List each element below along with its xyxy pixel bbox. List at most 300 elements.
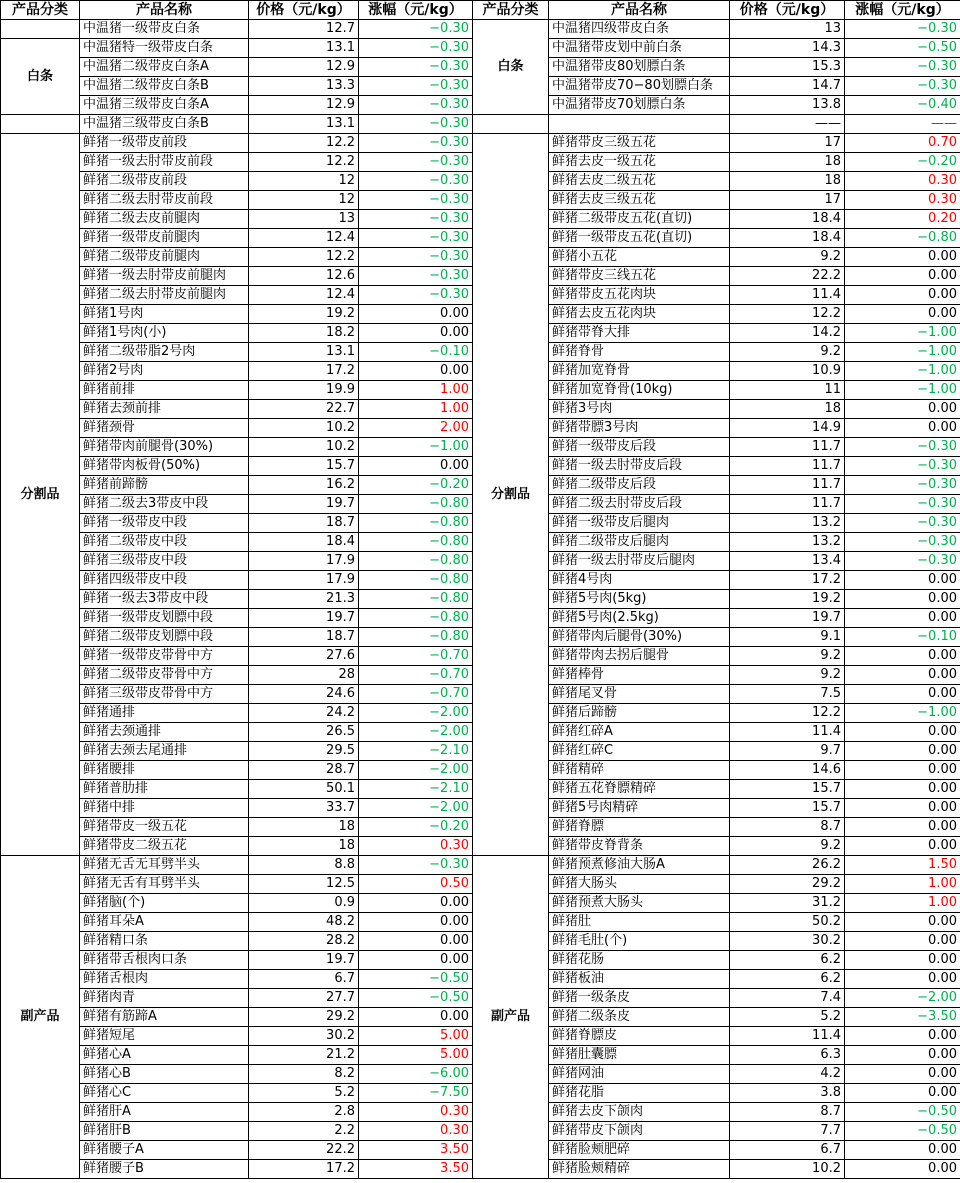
change-cell-left: −0.30	[359, 134, 473, 153]
table-row	[1, 20, 960, 39]
price-cell-left: 12	[249, 191, 359, 210]
change-cell-left: −0.50	[359, 989, 473, 1008]
price-cell-left: 12	[249, 172, 359, 191]
change-cell-left: −2.00	[359, 799, 473, 818]
change-cell-left: −0.30	[359, 210, 473, 229]
name-cell-right: 鲜猪带肉去拐后腿骨	[549, 647, 730, 666]
name-cell-right: 鲜猪去皮下颌肉	[549, 1103, 730, 1122]
name-cell-left: 鲜猪二级带脂2号肉	[80, 343, 249, 362]
change-cell-left: −0.20	[359, 818, 473, 837]
price-cell-left: 12.9	[249, 96, 359, 115]
change-cell-left: 0.30	[359, 837, 473, 856]
category-cell-right	[473, 115, 549, 134]
price-cell-right: 14.3	[730, 39, 845, 58]
category-cell-left	[1, 20, 80, 39]
change-cell-right: −1.00	[845, 324, 960, 343]
name-cell-right: 鲜猪5号肉(2.5kg)	[549, 609, 730, 628]
name-cell-right: 鲜猪网油	[549, 1065, 730, 1084]
name-cell-left: 鲜猪无舌无耳劈半头	[80, 856, 249, 875]
price-cell-right: 3.8	[730, 1084, 845, 1103]
price-cell-left: 17.9	[249, 552, 359, 571]
change-cell-right: 0.00	[845, 818, 960, 837]
name-cell-left: 鲜猪颈骨	[80, 419, 249, 438]
price-cell-right: 5.2	[730, 1008, 845, 1027]
price-cell-left: 28.2	[249, 932, 359, 951]
change-cell-left: 0.50	[359, 875, 473, 894]
change-cell-left: 5.00	[359, 1046, 473, 1065]
name-cell-left: 中温猪三级带皮白条A	[80, 96, 249, 115]
name-cell-left: 鲜猪心C	[80, 1084, 249, 1103]
price-cell-left: 13.1	[249, 115, 359, 134]
name-cell-right: 鲜猪一级带皮后腿肉	[549, 514, 730, 533]
price-cell-right: 18	[730, 172, 845, 191]
name-cell-right: 鲜猪5号肉(5kg)	[549, 590, 730, 609]
change-cell-right: 0.00	[845, 799, 960, 818]
change-cell-right: 0.00	[845, 1084, 960, 1103]
change-cell-left: −0.30	[359, 267, 473, 286]
change-cell-left: −0.80	[359, 514, 473, 533]
name-cell-right: 鲜猪带脊大排	[549, 324, 730, 343]
price-cell-right: 14.6	[730, 761, 845, 780]
change-cell-right: 0.00	[845, 1141, 960, 1160]
price-cell-left: 12.7	[249, 20, 359, 39]
name-cell-right: 鲜猪带肉后腿骨(30%)	[549, 628, 730, 647]
category-cell-left	[1, 115, 80, 134]
name-cell-left: 鲜猪短尾	[80, 1027, 249, 1046]
change-cell-right: −2.00	[845, 989, 960, 1008]
name-cell-left: 鲜猪带肉前腿骨(30%)	[80, 438, 249, 457]
price-cell-left: 21.2	[249, 1046, 359, 1065]
price-cell-right: 9.1	[730, 628, 845, 647]
price-cell-left: 19.7	[249, 495, 359, 514]
price-cell-left: 24.6	[249, 685, 359, 704]
price-cell-right: 11.4	[730, 723, 845, 742]
change-cell-left: 0.00	[359, 894, 473, 913]
price-cell-right: 17	[730, 191, 845, 210]
name-cell-left: 中温猪二级带皮白条B	[80, 77, 249, 96]
change-cell-left: −0.30	[359, 172, 473, 191]
change-cell-left: −0.80	[359, 628, 473, 647]
name-cell-left: 鲜猪一级带皮中段	[80, 514, 249, 533]
name-cell-left: 鲜猪三级带皮带骨中方	[80, 685, 249, 704]
change-cell-right: 0.00	[845, 419, 960, 438]
name-cell-right: 鲜猪毛肚(个)	[549, 932, 730, 951]
price-cell-right: 13.2	[730, 533, 845, 552]
name-cell-left: 鲜猪腰排	[80, 761, 249, 780]
price-cell-left: 13.1	[249, 343, 359, 362]
price-cell-left: 29.2	[249, 1008, 359, 1027]
change-cell-right: 0.00	[845, 590, 960, 609]
name-cell-right: 鲜猪二级去肘带皮后段	[549, 495, 730, 514]
change-cell-right: 0.00	[845, 1027, 960, 1046]
price-cell-left: 12.2	[249, 248, 359, 267]
price-cell-right: 6.2	[730, 951, 845, 970]
price-cell-right: 50.2	[730, 913, 845, 932]
price-cell-right: 18.4	[730, 229, 845, 248]
price-cell-right: 15.7	[730, 780, 845, 799]
price-cell-left: 12.9	[249, 58, 359, 77]
change-cell-right: 0.00	[845, 951, 960, 970]
change-cell-right: −0.30	[845, 552, 960, 571]
price-cell-right: 11.7	[730, 438, 845, 457]
price-cell-left: 16.2	[249, 476, 359, 495]
change-cell-left: 3.50	[359, 1160, 473, 1179]
name-cell-right: 鲜猪带皮三线五花	[549, 267, 730, 286]
table-row	[1, 134, 960, 153]
name-cell-right: 鲜猪预煮大肠头	[549, 894, 730, 913]
price-cell-right: 9.2	[730, 837, 845, 856]
price-cell-left: 18	[249, 818, 359, 837]
change-cell-left: 0.30	[359, 1103, 473, 1122]
price-cell-right: 29.2	[730, 875, 845, 894]
name-cell-left: 鲜猪二级带皮中段	[80, 533, 249, 552]
price-cell-right: 11.4	[730, 1027, 845, 1046]
name-cell-right: 鲜猪带皮脊背条	[549, 837, 730, 856]
price-cell-right: 11.4	[730, 286, 845, 305]
name-cell-right: 鲜猪带皮五花肉块	[549, 286, 730, 305]
name-cell-right: 鲜猪红碎A	[549, 723, 730, 742]
change-cell-right: 0.00	[845, 932, 960, 951]
change-cell-right: 0.00	[845, 267, 960, 286]
name-cell-right: 鲜猪二级条皮	[549, 1008, 730, 1027]
name-cell-right: 鲜猪带皮三级五花	[549, 134, 730, 153]
price-cell-left: 13.1	[249, 39, 359, 58]
change-cell-right: −0.30	[845, 457, 960, 476]
price-cell-left: 26.5	[249, 723, 359, 742]
change-cell-right: 0.00	[845, 742, 960, 761]
change-cell-right: 1.00	[845, 894, 960, 913]
change-cell-right: −0.30	[845, 476, 960, 495]
change-cell-right: −1.00	[845, 704, 960, 723]
name-cell-right: 鲜猪脊膘皮	[549, 1027, 730, 1046]
name-cell-left: 鲜猪普肋排	[80, 780, 249, 799]
name-cell-left: 鲜猪肝A	[80, 1103, 249, 1122]
name-cell-right: 鲜猪一级去肘带皮后段	[549, 457, 730, 476]
change-cell-right: 0.30	[845, 191, 960, 210]
change-cell-right: 0.00	[845, 685, 960, 704]
price-cell-left: 10.2	[249, 419, 359, 438]
price-cell-left: 8.2	[249, 1065, 359, 1084]
price-cell-left: 12.2	[249, 153, 359, 172]
name-cell-right: 中温猪带皮70划膘白条	[549, 96, 730, 115]
header-change-right: 涨幅（元/kg）	[845, 1, 960, 20]
name-cell-right: 鲜猪肚囊膘	[549, 1046, 730, 1065]
price-cell-left: 17.2	[249, 1160, 359, 1179]
change-cell-left: −0.30	[359, 153, 473, 172]
name-cell-left: 中温猪三级带皮白条B	[80, 115, 249, 134]
change-cell-right: −1.00	[845, 343, 960, 362]
price-cell-right: 15.7	[730, 799, 845, 818]
change-cell-right: −0.50	[845, 1103, 960, 1122]
name-cell-left: 鲜猪带舌根肉口条	[80, 951, 249, 970]
price-cell-right: 11.7	[730, 476, 845, 495]
change-cell-right: −0.30	[845, 514, 960, 533]
change-cell-left: −0.80	[359, 533, 473, 552]
change-cell-right: 0.00	[845, 837, 960, 856]
change-cell-right: −0.20	[845, 153, 960, 172]
price-cell-right: 18.4	[730, 210, 845, 229]
price-cell-right: 10.9	[730, 362, 845, 381]
name-cell-right: 鲜猪3号肉	[549, 400, 730, 419]
price-cell-left: 2.2	[249, 1122, 359, 1141]
change-cell-left: 3.50	[359, 1141, 473, 1160]
name-cell-left: 鲜猪去颈通排	[80, 723, 249, 742]
price-cell-right: 11	[730, 381, 845, 400]
name-cell-left: 中温猪二级带皮白条A	[80, 58, 249, 77]
change-cell-left: −2.00	[359, 723, 473, 742]
category-cell-left: 分割品	[1, 134, 80, 856]
name-cell-left: 鲜猪四级带皮中段	[80, 571, 249, 590]
name-cell-right: 鲜猪脊膘	[549, 818, 730, 837]
price-cell-left: 0.9	[249, 894, 359, 913]
price-cell-left: 24.2	[249, 704, 359, 723]
price-cell-right: 8.7	[730, 1103, 845, 1122]
change-cell-right: −1.00	[845, 362, 960, 381]
price-cell-right: 26.2	[730, 856, 845, 875]
change-cell-right: 0.00	[845, 647, 960, 666]
change-cell-left: −0.80	[359, 552, 473, 571]
name-cell-left: 鲜猪前排	[80, 381, 249, 400]
change-cell-left: −0.30	[359, 115, 473, 134]
price-cell-right: 19.7	[730, 609, 845, 628]
price-cell-left: 29.5	[249, 742, 359, 761]
price-cell-right: 11.7	[730, 457, 845, 476]
name-cell-right: 鲜猪带膘3号肉	[549, 419, 730, 438]
name-cell-left: 鲜猪肉青	[80, 989, 249, 1008]
price-cell-left: 48.2	[249, 913, 359, 932]
name-cell-left: 鲜猪2号肉	[80, 362, 249, 381]
change-cell-left: 0.00	[359, 951, 473, 970]
price-cell-right: 13.2	[730, 514, 845, 533]
name-cell-left: 中温猪特一级带皮白条	[80, 39, 249, 58]
name-cell-left: 鲜猪一级带皮划膘中段	[80, 609, 249, 628]
price-cell-left: 19.7	[249, 951, 359, 970]
category-cell-left: 白条	[1, 39, 80, 115]
change-cell-left: −2.10	[359, 742, 473, 761]
name-cell-left: 鲜猪去颈去尾通排	[80, 742, 249, 761]
price-cell-right: 6.2	[730, 970, 845, 989]
price-cell-right: 14.9	[730, 419, 845, 438]
name-cell-left: 鲜猪脑(个)	[80, 894, 249, 913]
price-cell-right: 6.7	[730, 1141, 845, 1160]
name-cell-right: 鲜猪肚	[549, 913, 730, 932]
name-cell-right: 中温猪带皮70−80划膘白条	[549, 77, 730, 96]
header-price-left: 价格（元/kg）	[249, 1, 359, 20]
price-cell-right: 30.2	[730, 932, 845, 951]
price-cell-left: 12.4	[249, 286, 359, 305]
change-cell-right: −0.30	[845, 77, 960, 96]
price-cell-left: 28	[249, 666, 359, 685]
price-cell-left: 15.7	[249, 457, 359, 476]
header-row	[1, 1, 960, 20]
name-cell-right: 鲜猪4号肉	[549, 571, 730, 590]
change-cell-left: 0.00	[359, 324, 473, 343]
price-cell-right: 7.4	[730, 989, 845, 1008]
name-cell-right: 中温猪带皮划中前白条	[549, 39, 730, 58]
price-cell-right: 9.7	[730, 742, 845, 761]
change-cell-left: −0.70	[359, 685, 473, 704]
price-cell-left: 12.2	[249, 134, 359, 153]
change-cell-left: −0.80	[359, 495, 473, 514]
change-cell-left: −6.00	[359, 1065, 473, 1084]
price-cell-left: 2.8	[249, 1103, 359, 1122]
change-cell-right: 0.00	[845, 970, 960, 989]
header-name-left: 产品名称	[80, 1, 249, 20]
price-cell-left: 18	[249, 837, 359, 856]
change-cell-right: 0.00	[845, 723, 960, 742]
name-cell-left: 鲜猪心A	[80, 1046, 249, 1065]
price-cell-left: 18.7	[249, 628, 359, 647]
change-cell-left: −0.30	[359, 58, 473, 77]
change-cell-right: −0.30	[845, 438, 960, 457]
price-cell-right: 9.2	[730, 343, 845, 362]
change-cell-right: 0.00	[845, 1065, 960, 1084]
change-cell-right: −0.30	[845, 58, 960, 77]
change-cell-left: −0.30	[359, 248, 473, 267]
change-cell-right: 0.00	[845, 305, 960, 324]
name-cell-left: 鲜猪带肉板骨(50%)	[80, 457, 249, 476]
name-cell-left: 鲜猪前蹄髈	[80, 476, 249, 495]
name-cell-right: 鲜猪五花脊膘精碎	[549, 780, 730, 799]
name-cell-left: 鲜猪一级带皮带骨中方	[80, 647, 249, 666]
change-cell-left: −0.70	[359, 647, 473, 666]
change-cell-left: −1.00	[359, 438, 473, 457]
name-cell-left: 鲜猪一级去肘带皮前段	[80, 153, 249, 172]
table-row	[1, 856, 960, 875]
price-cell-right: 17.2	[730, 571, 845, 590]
name-cell-right: 中温猪带皮80划膘白条	[549, 58, 730, 77]
change-cell-left: −2.00	[359, 704, 473, 723]
name-cell-left: 鲜猪二级去皮前腿肉	[80, 210, 249, 229]
change-cell-right: 0.00	[845, 666, 960, 685]
name-cell-right: 鲜猪5号肉精碎	[549, 799, 730, 818]
name-cell-right: 鲜猪后蹄髈	[549, 704, 730, 723]
change-cell-right: 0.00	[845, 1046, 960, 1065]
name-cell-left: 鲜猪心B	[80, 1065, 249, 1084]
change-cell-right: −0.40	[845, 96, 960, 115]
change-cell-right: 0.00	[845, 400, 960, 419]
name-cell-right: 鲜猪去皮三级五花	[549, 191, 730, 210]
price-table-body	[1, 20, 960, 1179]
change-cell-left: −0.50	[359, 970, 473, 989]
change-cell-right: −0.50	[845, 39, 960, 58]
price-cell-left: 17.2	[249, 362, 359, 381]
name-cell-right: 鲜猪去皮一级五花	[549, 153, 730, 172]
name-cell-left: 鲜猪肝B	[80, 1122, 249, 1141]
name-cell-left: 鲜猪二级去3带皮中段	[80, 495, 249, 514]
name-cell-left: 鲜猪一级带皮前腿肉	[80, 229, 249, 248]
name-cell-right: 鲜猪二级带皮后段	[549, 476, 730, 495]
price-cell-right: 7.7	[730, 1122, 845, 1141]
price-cell-right: 19.2	[730, 590, 845, 609]
header-change-left: 涨幅（元/kg）	[359, 1, 473, 20]
change-cell-left: −0.30	[359, 77, 473, 96]
change-cell-right: −0.30	[845, 20, 960, 39]
price-cell-left: 21.3	[249, 590, 359, 609]
price-cell-left: 18.4	[249, 533, 359, 552]
change-cell-left: −7.50	[359, 1084, 473, 1103]
name-cell-right: 鲜猪加宽脊骨(10kg)	[549, 381, 730, 400]
price-cell-left: 13.3	[249, 77, 359, 96]
price-cell-left: 27.7	[249, 989, 359, 1008]
change-cell-left: −0.30	[359, 20, 473, 39]
name-cell-left: 鲜猪二级带皮划膘中段	[80, 628, 249, 647]
price-cell-right: 10.2	[730, 1160, 845, 1179]
name-cell-left: 鲜猪带皮二级五花	[80, 837, 249, 856]
name-cell-right: 鲜猪加宽脊骨	[549, 362, 730, 381]
name-cell-right: 鲜猪脊骨	[549, 343, 730, 362]
name-cell-right: 鲜猪二级带皮后腿肉	[549, 533, 730, 552]
price-cell-left: 19.2	[249, 305, 359, 324]
price-cell-right: 13.4	[730, 552, 845, 571]
name-cell-left: 鲜猪有筋蹄A	[80, 1008, 249, 1027]
change-cell-right: 0.20	[845, 210, 960, 229]
name-cell-left: 鲜猪一级去肘带皮前腿肉	[80, 267, 249, 286]
price-cell-right: 12.2	[730, 305, 845, 324]
price-cell-left: 5.2	[249, 1084, 359, 1103]
change-cell-right: 1.00	[845, 875, 960, 894]
price-cell-right: 18	[730, 153, 845, 172]
name-cell-left: 鲜猪二级带皮带骨中方	[80, 666, 249, 685]
name-cell-right: 鲜猪脸颊精碎	[549, 1160, 730, 1179]
name-cell-left: 中温猪一级带皮白条	[80, 20, 249, 39]
name-cell-left: 鲜猪二级带皮前腿肉	[80, 248, 249, 267]
name-cell-right: 鲜猪一级带皮后段	[549, 438, 730, 457]
change-cell-right: 1.50	[845, 856, 960, 875]
price-cell-right: 31.2	[730, 894, 845, 913]
header-price-right: 价格（元/kg）	[730, 1, 845, 20]
price-cell-left: 12.6	[249, 267, 359, 286]
name-cell-left: 鲜猪中排	[80, 799, 249, 818]
price-cell-right: 13	[730, 20, 845, 39]
change-cell-left: −0.80	[359, 590, 473, 609]
name-cell-left: 鲜猪二级带皮前段	[80, 172, 249, 191]
name-cell-left: 鲜猪二级去肘带皮前段	[80, 191, 249, 210]
change-cell-right: 0.00	[845, 780, 960, 799]
price-cell-right: 15.3	[730, 58, 845, 77]
price-cell-right: ——	[730, 115, 845, 134]
name-cell-right: 鲜猪花肠	[549, 951, 730, 970]
name-cell-left: 鲜猪舌根肉	[80, 970, 249, 989]
change-cell-left: −0.30	[359, 229, 473, 248]
header-category-right: 产品分类	[473, 1, 549, 20]
change-cell-right: 0.00	[845, 571, 960, 590]
change-cell-left: −0.30	[359, 39, 473, 58]
price-cell-left: 22.2	[249, 1141, 359, 1160]
name-cell-left: 鲜猪一级去3带皮中段	[80, 590, 249, 609]
price-cell-right: 9.2	[730, 248, 845, 267]
name-cell-left: 鲜猪腰子A	[80, 1141, 249, 1160]
price-cell-left: 27.6	[249, 647, 359, 666]
name-cell-right: 鲜猪一级去肘带皮后腿肉	[549, 552, 730, 571]
change-cell-left: 0.00	[359, 362, 473, 381]
name-cell-left: 鲜猪1号肉(小)	[80, 324, 249, 343]
price-cell-left: 18.7	[249, 514, 359, 533]
change-cell-left: 0.00	[359, 305, 473, 324]
price-cell-left: 17.9	[249, 571, 359, 590]
name-cell-right: 鲜猪去皮五花肉块	[549, 305, 730, 324]
name-cell-right: 鲜猪尾叉骨	[549, 685, 730, 704]
category-cell-right: 分割品	[473, 134, 549, 856]
name-cell-right: 鲜猪棒骨	[549, 666, 730, 685]
change-cell-right: 0.00	[845, 248, 960, 267]
name-cell-left: 鲜猪1号肉	[80, 305, 249, 324]
name-cell-left: 鲜猪腰子B	[80, 1160, 249, 1179]
price-cell-right: 11.7	[730, 495, 845, 514]
change-cell-right: 0.00	[845, 1160, 960, 1179]
price-cell-right: 4.2	[730, 1065, 845, 1084]
price-cell-left: 19.9	[249, 381, 359, 400]
